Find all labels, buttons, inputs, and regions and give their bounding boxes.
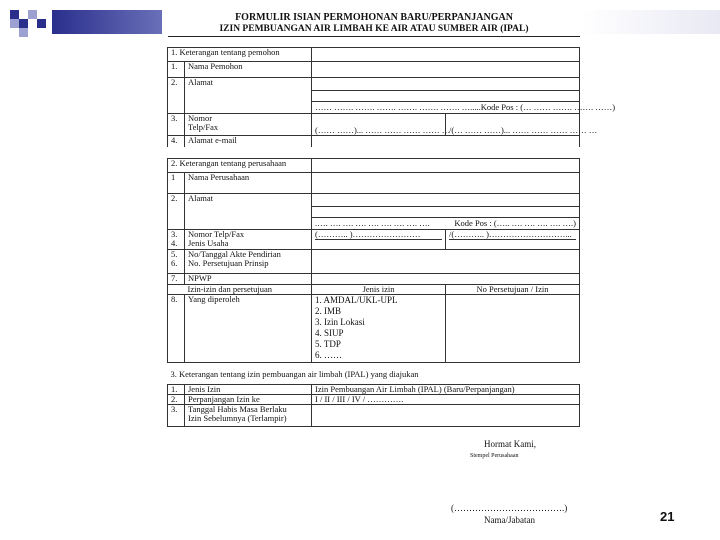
- alamat-kodepos-row: [312, 218, 579, 229]
- blank-cell: [168, 285, 185, 295]
- kode-pos[interactable]: Kode Pos : (….. …. …. …. …. ….): [454, 218, 577, 228]
- field-label-alamat-perusahaan: Alamat: [185, 194, 312, 230]
- row-number: 1.: [168, 384, 185, 394]
- section1-heading: 1. Keterangan tentang pemohon: [168, 48, 312, 62]
- field-npwp[interactable]: [312, 274, 580, 285]
- field-jenis-usaha[interactable]: [315, 239, 442, 249]
- alamat-fill: …… ……. ……. ……. ……. ……. ……. ….....: [315, 102, 481, 112]
- izin-item: 4. SIUP: [315, 328, 344, 338]
- field-label-jenis-izin: Jenis Izin: [185, 384, 312, 394]
- field-jenis-usaha-2[interactable]: [449, 239, 576, 249]
- signature-hormat: Hormat Kami,: [484, 439, 536, 449]
- signature-name: Nama/Jabatan: [484, 515, 535, 525]
- row-number: 3.: [168, 404, 185, 426]
- row-number: 3.: [168, 114, 185, 136]
- row-number: 3.: [171, 229, 178, 239]
- alamat-line[interactable]: [312, 207, 579, 218]
- deco-square: [37, 10, 46, 19]
- row-number: 7.: [168, 274, 185, 285]
- column-jenis-izin: Jenis izin: [312, 285, 446, 295]
- page-number: 21: [660, 509, 675, 524]
- field-akte-persetujuan[interactable]: [312, 250, 580, 274]
- izin-list: [312, 295, 446, 363]
- field-nama-perusahaan[interactable]: [312, 173, 580, 194]
- section2-table: [167, 158, 580, 363]
- deco-square: [19, 19, 28, 28]
- field-phone[interactable]: [312, 230, 446, 250]
- row-number: 2.: [168, 194, 185, 230]
- fax-fill: /(……….. )………………………...: [449, 229, 572, 239]
- field-label-nama-pemohon: Nama Pemohon: [185, 62, 312, 78]
- field-label-tanggal: [185, 404, 312, 426]
- field-alamat[interactable]: [312, 78, 616, 114]
- signature-stempel: Stempel Perusahaan: [470, 453, 519, 459]
- title-rule: [168, 36, 580, 37]
- section2-heading: 2. Keterangan tentang perusahaan: [168, 159, 312, 173]
- section2-heading-blank[interactable]: [312, 159, 580, 173]
- form-title: FORMULIR ISIAN PERMOHONAN BARU/PERPANJANGAN: [235, 12, 513, 23]
- section3-table: [167, 370, 580, 427]
- label-line: Nomor: [188, 113, 213, 123]
- deco-square: [37, 19, 46, 28]
- deco-square: [19, 28, 28, 37]
- izin-item: 5. TDP: [315, 339, 341, 349]
- row-number: 4.: [168, 136, 185, 147]
- section1-table: [167, 47, 616, 147]
- row-number: 2.: [168, 78, 185, 114]
- field-label-npwp: NPWP: [185, 274, 312, 285]
- row-number: 2.: [168, 394, 185, 404]
- field-label-nama-perusahaan: Nama Perusahaan: [185, 173, 312, 194]
- field-label-akte: No/Tanggal Akte Pendirian: [188, 249, 281, 259]
- field-fax[interactable]: [446, 230, 580, 250]
- izin-item: 2. IMB: [315, 306, 342, 316]
- column-no-persetujuan: No Persetujuan / Izin: [446, 285, 580, 295]
- field-label-email: Alamat e-mail: [185, 136, 312, 147]
- field-alamat-perusahaan[interactable]: [312, 194, 580, 230]
- row-number: 4.: [171, 238, 178, 248]
- field-label-pair: [185, 250, 312, 274]
- field-label-pair: [185, 230, 312, 250]
- field-phone[interactable]: (…… ……)... …… …… …… …… …: [312, 114, 446, 136]
- field-label-telp: [185, 114, 312, 136]
- header-gradient-bar: [52, 10, 162, 34]
- row-number-pair: [168, 250, 185, 274]
- row-number: 5.: [171, 249, 178, 259]
- izin-item: 3. Izin Lokasi: [315, 317, 365, 327]
- alamat-kodepos-row: [312, 102, 616, 113]
- izin-heading: Izin-izin dan persetujuan: [185, 285, 312, 295]
- field-email[interactable]: [312, 136, 580, 147]
- alamat-line[interactable]: [312, 91, 579, 102]
- deco-square: [10, 10, 19, 19]
- field-fax[interactable]: /(… …… ……)... …… …… …… …… …: [446, 114, 580, 136]
- deco-square: [28, 10, 37, 19]
- deco-square: [10, 19, 19, 28]
- field-label-persetujuan: No. Persetujuan Prinsip: [188, 258, 269, 268]
- row-number: 1.: [168, 62, 185, 78]
- row-number: 6.: [171, 258, 178, 268]
- field-label-telp: Nomor Telp/Fax: [188, 229, 245, 239]
- field-nama-pemohon[interactable]: [312, 62, 580, 78]
- deco-square: [10, 28, 19, 37]
- alamat-fill: .…. …. …. …. …. …. …. …. ….: [315, 218, 430, 228]
- deco-square: [19, 10, 28, 19]
- field-perpanjangan[interactable]: I / II / III / IV / ………….: [312, 394, 580, 404]
- field-no-persetujuan[interactable]: [446, 295, 580, 363]
- field-tanggal[interactable]: [312, 404, 580, 426]
- label-line: Telp/Fax: [188, 122, 219, 132]
- signature-line[interactable]: (……………………………….): [451, 503, 568, 513]
- phone-fill: (……….. )……………………: [315, 229, 421, 239]
- field-jenis-izin[interactable]: Izin Pembuangan Air Limbah (IPAL) (Baru/Perpanjangan): [312, 384, 580, 394]
- form-subtitle: IZIN PEMBUANGAN AIR LIMBAH KE AIR ATAU SUMBER AIR (IPAL): [219, 24, 529, 34]
- field-label-perpanjangan: Perpanjangan Izin ke: [185, 394, 312, 404]
- field-label-jenis-usaha: Jenis Usaha: [188, 238, 229, 248]
- label-line: Izin Sebelumnya (Terlampir): [188, 412, 287, 423]
- kode-pos[interactable]: Kode Pos : (… …… ……. ……. ……): [480, 102, 616, 112]
- row-number-pair: [168, 230, 185, 250]
- field-label-alamat: Alamat: [185, 78, 312, 114]
- field-label-diperoleh: Yang diperoleh: [185, 295, 312, 363]
- alamat-line[interactable]: [312, 78, 579, 91]
- alamat-line[interactable]: [312, 194, 579, 207]
- section3-heading: 3. Keterangan tentang izin pembuangan air limbah (IPAL) yang diajukan: [168, 370, 580, 384]
- label-line: Tanggal Habis Masa Berlaku: [188, 403, 287, 414]
- izin-item: 1. AMDAL/UKL-UPL: [315, 295, 398, 305]
- deco-square: [28, 19, 37, 28]
- header-fade-bar: [582, 10, 720, 34]
- section1-heading-blank[interactable]: [312, 48, 580, 62]
- row-number: 1: [168, 173, 185, 194]
- izin-item: 6. ……: [315, 350, 343, 360]
- row-number: 8.: [168, 295, 185, 363]
